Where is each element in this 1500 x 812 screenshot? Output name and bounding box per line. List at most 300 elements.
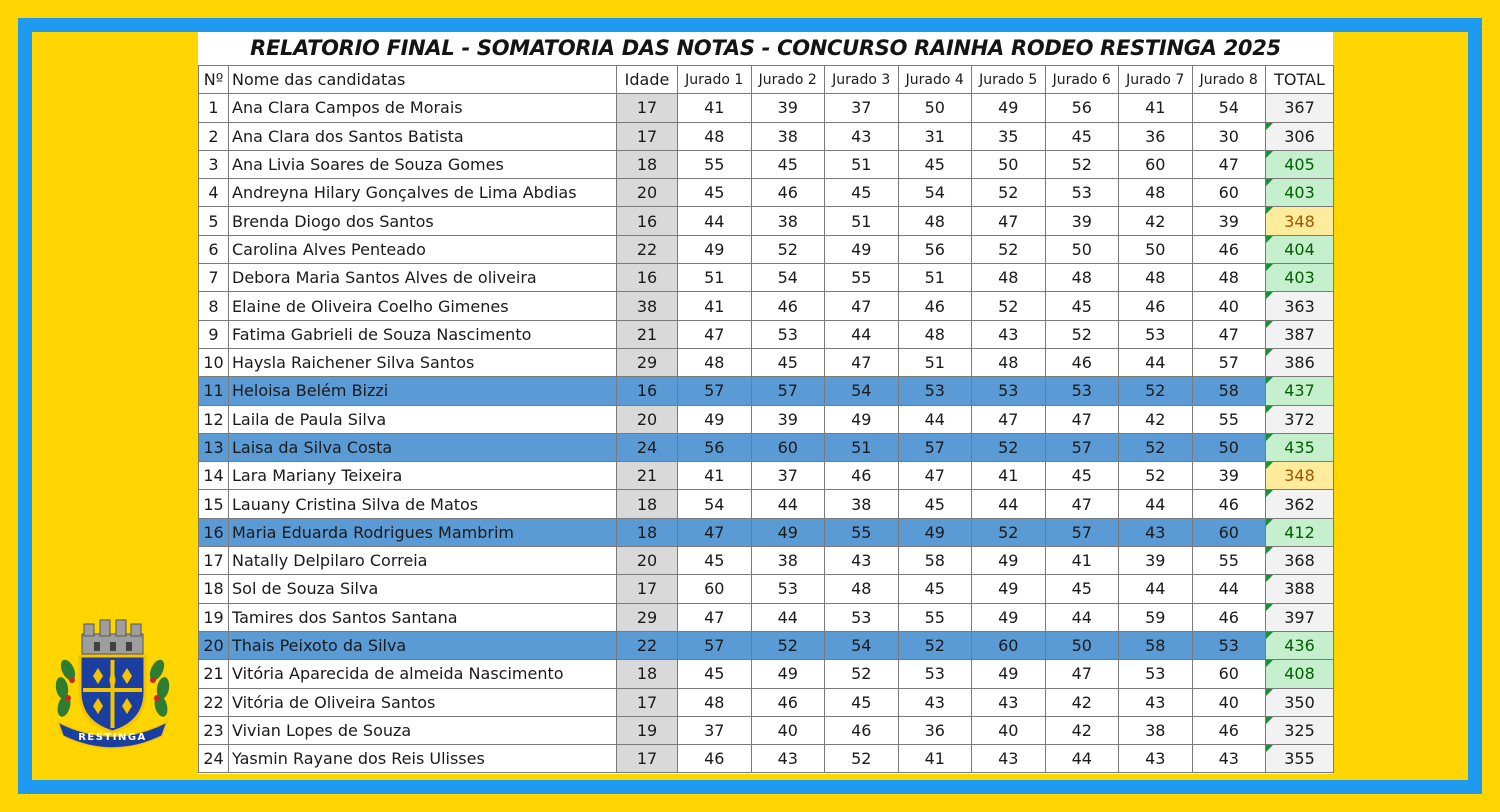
- judge-2-score-cell: 38: [751, 547, 825, 575]
- judge-4-score-cell: 55: [898, 603, 972, 631]
- judge-1-score-cell: 47: [678, 518, 752, 546]
- judge-4-score-cell: 48: [898, 320, 972, 348]
- header-judge-2: Jurado 2: [751, 66, 825, 94]
- judge-1-score-cell: 41: [678, 462, 752, 490]
- judge-3-score-cell: 48: [825, 575, 899, 603]
- judge-3-score-cell: 43: [825, 547, 899, 575]
- judge-8-score-cell: 39: [1192, 207, 1266, 235]
- age-cell: 24: [617, 433, 678, 461]
- judge-7-score-cell: 53: [1119, 320, 1193, 348]
- row-number-cell: 21: [199, 660, 229, 688]
- judge-8-score-cell: 39: [1192, 462, 1266, 490]
- judge-4-score-cell: 48: [898, 207, 972, 235]
- judge-7-score-cell: 41: [1119, 94, 1193, 122]
- judge-3-score-cell: 43: [825, 122, 899, 150]
- judge-6-score-cell: 42: [1045, 688, 1119, 716]
- row-number-cell: 5: [199, 207, 229, 235]
- judge-8-score-cell: 40: [1192, 688, 1266, 716]
- row-number-cell: 23: [199, 716, 229, 744]
- judge-1-score-cell: 48: [678, 688, 752, 716]
- judge-2-score-cell: 38: [751, 207, 825, 235]
- judge-6-score-cell: 47: [1045, 405, 1119, 433]
- age-cell: 18: [617, 150, 678, 178]
- age-cell: 18: [617, 660, 678, 688]
- age-cell: 38: [617, 292, 678, 320]
- judge-1-score-cell: 55: [678, 150, 752, 178]
- judge-7-score-cell: 42: [1119, 405, 1193, 433]
- table-row: [199, 377, 1334, 405]
- judge-8-score-cell: 54: [1192, 94, 1266, 122]
- total-cell: 403: [1266, 179, 1334, 207]
- judge-4-score-cell: 53: [898, 377, 972, 405]
- judge-7-score-cell: 36: [1119, 122, 1193, 150]
- judge-6-score-cell: 56: [1045, 94, 1119, 122]
- judge-2-score-cell: 46: [751, 179, 825, 207]
- judge-2-score-cell: 54: [751, 264, 825, 292]
- judge-3-score-cell: 55: [825, 518, 899, 546]
- candidate-name-cell: Andreyna Hilary Gonçalves de Lima Abdias: [229, 179, 617, 207]
- judge-5-score-cell: 47: [972, 405, 1046, 433]
- header-judge-4: Jurado 4: [898, 66, 972, 94]
- row-number-cell: 16: [199, 518, 229, 546]
- judge-4-score-cell: 31: [898, 122, 972, 150]
- candidate-name-cell: Lauany Cristina Silva de Matos: [229, 490, 617, 518]
- age-cell: 17: [617, 122, 678, 150]
- row-number-cell: 12: [199, 405, 229, 433]
- age-cell: 19: [617, 716, 678, 744]
- row-number-cell: 13: [199, 433, 229, 461]
- judge-5-score-cell: 52: [972, 235, 1046, 263]
- judge-7-score-cell: 52: [1119, 462, 1193, 490]
- row-number-cell: 24: [199, 745, 229, 773]
- judge-8-score-cell: 43: [1192, 745, 1266, 773]
- age-cell: 22: [617, 235, 678, 263]
- candidate-name-cell: Fatima Gabrieli de Souza Nascimento: [229, 320, 617, 348]
- judge-6-score-cell: 53: [1045, 179, 1119, 207]
- age-cell: 20: [617, 179, 678, 207]
- results-sheet: [198, 32, 1333, 774]
- age-cell: 17: [617, 94, 678, 122]
- table-row: [199, 631, 1334, 659]
- judge-3-score-cell: 49: [825, 235, 899, 263]
- judge-3-score-cell: 44: [825, 320, 899, 348]
- restinga-coat-of-arms-icon: [50, 610, 175, 750]
- header-judge-1: Jurado 1: [678, 66, 752, 94]
- judge-8-score-cell: 44: [1192, 575, 1266, 603]
- candidate-name-cell: Laisa da Silva Costa: [229, 433, 617, 461]
- judge-5-score-cell: 43: [972, 688, 1046, 716]
- total-cell: 408: [1266, 660, 1334, 688]
- judge-2-score-cell: 39: [751, 405, 825, 433]
- judge-3-score-cell: 46: [825, 462, 899, 490]
- judge-6-score-cell: 53: [1045, 377, 1119, 405]
- candidate-name-cell: Lara Mariany Teixeira: [229, 462, 617, 490]
- judge-8-score-cell: 60: [1192, 660, 1266, 688]
- judge-7-score-cell: 43: [1119, 688, 1193, 716]
- total-cell: 403: [1266, 264, 1334, 292]
- judge-8-score-cell: 46: [1192, 716, 1266, 744]
- judge-4-score-cell: 41: [898, 745, 972, 773]
- judge-8-score-cell: 55: [1192, 405, 1266, 433]
- judge-7-score-cell: 48: [1119, 264, 1193, 292]
- age-cell: 21: [617, 462, 678, 490]
- table-row: [199, 150, 1334, 178]
- candidate-name-cell: Ana Clara Campos de Morais: [229, 94, 617, 122]
- row-number-cell: 8: [199, 292, 229, 320]
- judge-6-score-cell: 47: [1045, 660, 1119, 688]
- judge-4-score-cell: 45: [898, 150, 972, 178]
- judge-2-score-cell: 43: [751, 745, 825, 773]
- judge-5-score-cell: 50: [972, 150, 1046, 178]
- judge-4-score-cell: 46: [898, 292, 972, 320]
- total-cell: 350: [1266, 688, 1334, 716]
- age-cell: 18: [617, 490, 678, 518]
- judge-6-score-cell: 50: [1045, 235, 1119, 263]
- row-number-cell: 7: [199, 264, 229, 292]
- total-cell: 348: [1266, 462, 1334, 490]
- judge-5-score-cell: 48: [972, 348, 1046, 376]
- judge-2-score-cell: 40: [751, 716, 825, 744]
- age-cell: 20: [617, 547, 678, 575]
- row-number-cell: 9: [199, 320, 229, 348]
- judge-4-score-cell: 51: [898, 348, 972, 376]
- judge-5-score-cell: 49: [972, 547, 1046, 575]
- candidate-name-cell: Laila de Paula Silva: [229, 405, 617, 433]
- judge-5-score-cell: 60: [972, 631, 1046, 659]
- judge-4-score-cell: 44: [898, 405, 972, 433]
- judge-2-score-cell: 46: [751, 688, 825, 716]
- judge-8-score-cell: 46: [1192, 490, 1266, 518]
- table-row: [199, 235, 1334, 263]
- judge-8-score-cell: 60: [1192, 518, 1266, 546]
- judge-4-score-cell: 49: [898, 518, 972, 546]
- judge-8-score-cell: 60: [1192, 179, 1266, 207]
- judge-8-score-cell: 40: [1192, 292, 1266, 320]
- judge-1-score-cell: 56: [678, 433, 752, 461]
- candidate-name-cell: Vitória de Oliveira Santos: [229, 688, 617, 716]
- total-cell: 367: [1266, 94, 1334, 122]
- judge-7-score-cell: 44: [1119, 575, 1193, 603]
- candidate-name-cell: Vivian Lopes de Souza: [229, 716, 617, 744]
- judge-6-score-cell: 45: [1045, 292, 1119, 320]
- judge-2-score-cell: 44: [751, 603, 825, 631]
- judge-3-score-cell: 54: [825, 377, 899, 405]
- row-number-cell: 18: [199, 575, 229, 603]
- judge-8-score-cell: 48: [1192, 264, 1266, 292]
- judge-5-score-cell: 49: [972, 575, 1046, 603]
- judge-6-score-cell: 44: [1045, 745, 1119, 773]
- age-cell: 16: [617, 377, 678, 405]
- total-cell: 362: [1266, 490, 1334, 518]
- judge-2-score-cell: 37: [751, 462, 825, 490]
- judge-2-score-cell: 45: [751, 348, 825, 376]
- table-row: [199, 348, 1334, 376]
- age-cell: 20: [617, 405, 678, 433]
- judge-4-score-cell: 51: [898, 264, 972, 292]
- candidate-name-cell: Debora Maria Santos Alves de oliveira: [229, 264, 617, 292]
- candidate-name-cell: Carolina Alves Penteado: [229, 235, 617, 263]
- candidate-name-cell: Yasmin Rayane dos Reis Ulisses: [229, 745, 617, 773]
- total-cell: 368: [1266, 547, 1334, 575]
- judge-2-score-cell: 38: [751, 122, 825, 150]
- table-row: [199, 320, 1334, 348]
- judge-4-score-cell: 45: [898, 490, 972, 518]
- judge-1-score-cell: 57: [678, 631, 752, 659]
- candidate-name-cell: Heloisa Belém Bizzi: [229, 377, 617, 405]
- row-number-cell: 17: [199, 547, 229, 575]
- judge-7-score-cell: 48: [1119, 179, 1193, 207]
- row-number-cell: 22: [199, 688, 229, 716]
- table-row: [199, 405, 1334, 433]
- judge-5-score-cell: 52: [972, 433, 1046, 461]
- table-row: [199, 660, 1334, 688]
- row-number-cell: 3: [199, 150, 229, 178]
- judge-5-score-cell: 43: [972, 320, 1046, 348]
- judge-1-score-cell: 47: [678, 603, 752, 631]
- judge-2-score-cell: 49: [751, 660, 825, 688]
- judge-3-score-cell: 52: [825, 745, 899, 773]
- judge-1-score-cell: 45: [678, 547, 752, 575]
- header-total: TOTAL: [1266, 66, 1334, 94]
- candidate-name-cell: Thais Peixoto da Silva: [229, 631, 617, 659]
- candidate-name-cell: Maria Eduarda Rodrigues Mambrim: [229, 518, 617, 546]
- table-row: [199, 179, 1334, 207]
- judge-7-score-cell: 46: [1119, 292, 1193, 320]
- table-row: [199, 292, 1334, 320]
- judge-8-score-cell: 53: [1192, 631, 1266, 659]
- judge-2-score-cell: 52: [751, 631, 825, 659]
- judge-3-score-cell: 46: [825, 716, 899, 744]
- judge-4-score-cell: 56: [898, 235, 972, 263]
- judge-5-score-cell: 43: [972, 745, 1046, 773]
- judge-4-score-cell: 47: [898, 462, 972, 490]
- candidate-name-cell: Haysla Raichener Silva Santos: [229, 348, 617, 376]
- judge-8-score-cell: 47: [1192, 320, 1266, 348]
- age-cell: 17: [617, 575, 678, 603]
- judge-2-score-cell: 44: [751, 490, 825, 518]
- judge-6-score-cell: 57: [1045, 518, 1119, 546]
- judge-7-score-cell: 38: [1119, 716, 1193, 744]
- judge-3-score-cell: 52: [825, 660, 899, 688]
- table-row: [199, 490, 1334, 518]
- judge-1-score-cell: 37: [678, 716, 752, 744]
- row-number-cell: 2: [199, 122, 229, 150]
- total-cell: 348: [1266, 207, 1334, 235]
- table-body: [199, 94, 1334, 773]
- judge-5-score-cell: 47: [972, 207, 1046, 235]
- judge-8-score-cell: 55: [1192, 547, 1266, 575]
- judge-4-score-cell: 57: [898, 433, 972, 461]
- judge-4-score-cell: 54: [898, 179, 972, 207]
- judge-8-score-cell: 30: [1192, 122, 1266, 150]
- judge-7-score-cell: 52: [1119, 377, 1193, 405]
- judge-2-score-cell: 53: [751, 575, 825, 603]
- judge-1-score-cell: 51: [678, 264, 752, 292]
- candidate-name-cell: Elaine de Oliveira Coelho Gimenes: [229, 292, 617, 320]
- judge-1-score-cell: 46: [678, 745, 752, 773]
- total-cell: 386: [1266, 348, 1334, 376]
- age-cell: 16: [617, 207, 678, 235]
- header-row: [199, 66, 1334, 94]
- total-cell: 405: [1266, 150, 1334, 178]
- judge-8-score-cell: 47: [1192, 150, 1266, 178]
- header-judge-3: Jurado 3: [825, 66, 899, 94]
- total-cell: 325: [1266, 716, 1334, 744]
- judge-2-score-cell: 52: [751, 235, 825, 263]
- judge-1-score-cell: 47: [678, 320, 752, 348]
- judge-7-score-cell: 50: [1119, 235, 1193, 263]
- judge-4-score-cell: 53: [898, 660, 972, 688]
- age-cell: 16: [617, 264, 678, 292]
- judge-4-score-cell: 43: [898, 688, 972, 716]
- judge-5-score-cell: 53: [972, 377, 1046, 405]
- total-cell: 436: [1266, 631, 1334, 659]
- judge-3-score-cell: 47: [825, 348, 899, 376]
- judge-6-score-cell: 47: [1045, 490, 1119, 518]
- judge-5-score-cell: 49: [972, 603, 1046, 631]
- judge-5-score-cell: 52: [972, 518, 1046, 546]
- judge-6-score-cell: 45: [1045, 122, 1119, 150]
- age-cell: 29: [617, 603, 678, 631]
- judge-7-score-cell: 42: [1119, 207, 1193, 235]
- judge-5-score-cell: 49: [972, 94, 1046, 122]
- judge-2-score-cell: 39: [751, 94, 825, 122]
- judge-6-score-cell: 39: [1045, 207, 1119, 235]
- table-row: [199, 518, 1334, 546]
- judge-7-score-cell: 44: [1119, 490, 1193, 518]
- judge-3-score-cell: 54: [825, 631, 899, 659]
- judge-7-score-cell: 43: [1119, 745, 1193, 773]
- judge-6-score-cell: 50: [1045, 631, 1119, 659]
- judge-7-score-cell: 39: [1119, 547, 1193, 575]
- judge-5-score-cell: 44: [972, 490, 1046, 518]
- table-row: [199, 462, 1334, 490]
- candidate-name-cell: Ana Clara dos Santos Batista: [229, 122, 617, 150]
- total-cell: 372: [1266, 405, 1334, 433]
- header-judge-8: Jurado 8: [1192, 66, 1266, 94]
- judge-4-score-cell: 36: [898, 716, 972, 744]
- judge-5-score-cell: 41: [972, 462, 1046, 490]
- judge-4-score-cell: 58: [898, 547, 972, 575]
- judge-1-score-cell: 57: [678, 377, 752, 405]
- judge-6-score-cell: 52: [1045, 150, 1119, 178]
- header-judge-7: Jurado 7: [1119, 66, 1193, 94]
- judge-6-score-cell: 42: [1045, 716, 1119, 744]
- judge-3-score-cell: 51: [825, 207, 899, 235]
- judge-2-score-cell: 49: [751, 518, 825, 546]
- row-number-cell: 4: [199, 179, 229, 207]
- judge-7-score-cell: 59: [1119, 603, 1193, 631]
- judge-3-score-cell: 51: [825, 433, 899, 461]
- judge-3-score-cell: 55: [825, 264, 899, 292]
- total-cell: 387: [1266, 320, 1334, 348]
- scores-table: [198, 65, 1334, 773]
- judge-5-score-cell: 52: [972, 292, 1046, 320]
- judge-5-score-cell: 35: [972, 122, 1046, 150]
- judge-4-score-cell: 52: [898, 631, 972, 659]
- judge-3-score-cell: 47: [825, 292, 899, 320]
- judge-6-score-cell: 45: [1045, 462, 1119, 490]
- judge-3-score-cell: 45: [825, 688, 899, 716]
- candidate-name-cell: Ana Livia Soares de Souza Gomes: [229, 150, 617, 178]
- header-age: Idade: [617, 66, 678, 94]
- candidate-name-cell: Vitória Aparecida de almeida Nascimento: [229, 660, 617, 688]
- judge-2-score-cell: 53: [751, 320, 825, 348]
- judge-4-score-cell: 50: [898, 94, 972, 122]
- age-cell: 21: [617, 320, 678, 348]
- judge-7-score-cell: 53: [1119, 660, 1193, 688]
- judge-3-score-cell: 53: [825, 603, 899, 631]
- total-cell: 363: [1266, 292, 1334, 320]
- row-number-cell: 19: [199, 603, 229, 631]
- judge-7-score-cell: 58: [1119, 631, 1193, 659]
- total-cell: 388: [1266, 575, 1334, 603]
- table-row: [199, 547, 1334, 575]
- judge-1-score-cell: 49: [678, 405, 752, 433]
- table-row: [199, 716, 1334, 744]
- judge-6-score-cell: 44: [1045, 603, 1119, 631]
- judge-2-score-cell: 46: [751, 292, 825, 320]
- judge-3-score-cell: 49: [825, 405, 899, 433]
- judge-6-score-cell: 48: [1045, 264, 1119, 292]
- candidate-name-cell: Tamires dos Santos Santana: [229, 603, 617, 631]
- judge-2-score-cell: 57: [751, 377, 825, 405]
- table-row: [199, 433, 1334, 461]
- report-title: RELATORIO FINAL - SOMATORIA DAS NOTAS - CONCURSO RAINHA RODEO RESTINGA 2025: [250, 36, 1281, 60]
- judge-7-score-cell: 43: [1119, 518, 1193, 546]
- judge-8-score-cell: 58: [1192, 377, 1266, 405]
- judge-3-score-cell: 37: [825, 94, 899, 122]
- judge-7-score-cell: 44: [1119, 348, 1193, 376]
- age-cell: 29: [617, 348, 678, 376]
- judge-5-score-cell: 49: [972, 660, 1046, 688]
- age-cell: 17: [617, 688, 678, 716]
- age-cell: 18: [617, 518, 678, 546]
- judge-1-score-cell: 45: [678, 179, 752, 207]
- judge-4-score-cell: 45: [898, 575, 972, 603]
- judge-1-score-cell: 54: [678, 490, 752, 518]
- total-cell: 355: [1266, 745, 1334, 773]
- age-cell: 22: [617, 631, 678, 659]
- judge-3-score-cell: 38: [825, 490, 899, 518]
- table-row: [199, 122, 1334, 150]
- total-cell: 435: [1266, 433, 1334, 461]
- judge-2-score-cell: 45: [751, 150, 825, 178]
- judge-7-score-cell: 60: [1119, 150, 1193, 178]
- judge-1-score-cell: 48: [678, 348, 752, 376]
- judge-8-score-cell: 46: [1192, 235, 1266, 263]
- total-cell: 412: [1266, 518, 1334, 546]
- table-row: [199, 688, 1334, 716]
- total-cell: 306: [1266, 122, 1334, 150]
- judge-6-score-cell: 57: [1045, 433, 1119, 461]
- candidate-name-cell: Sol de Souza Silva: [229, 575, 617, 603]
- candidate-name-cell: Natally Delpilaro Correia: [229, 547, 617, 575]
- table-row: [199, 94, 1334, 122]
- table-row: [199, 575, 1334, 603]
- total-cell: 437: [1266, 377, 1334, 405]
- total-cell: 404: [1266, 235, 1334, 263]
- judge-8-score-cell: 50: [1192, 433, 1266, 461]
- table-row: [199, 603, 1334, 631]
- judge-1-score-cell: 41: [678, 292, 752, 320]
- table-row: [199, 264, 1334, 292]
- judge-3-score-cell: 45: [825, 179, 899, 207]
- judge-1-score-cell: 49: [678, 235, 752, 263]
- table-row: [199, 745, 1334, 773]
- logo-ribbon-text: RESTINGA: [78, 732, 147, 743]
- judge-5-score-cell: 40: [972, 716, 1046, 744]
